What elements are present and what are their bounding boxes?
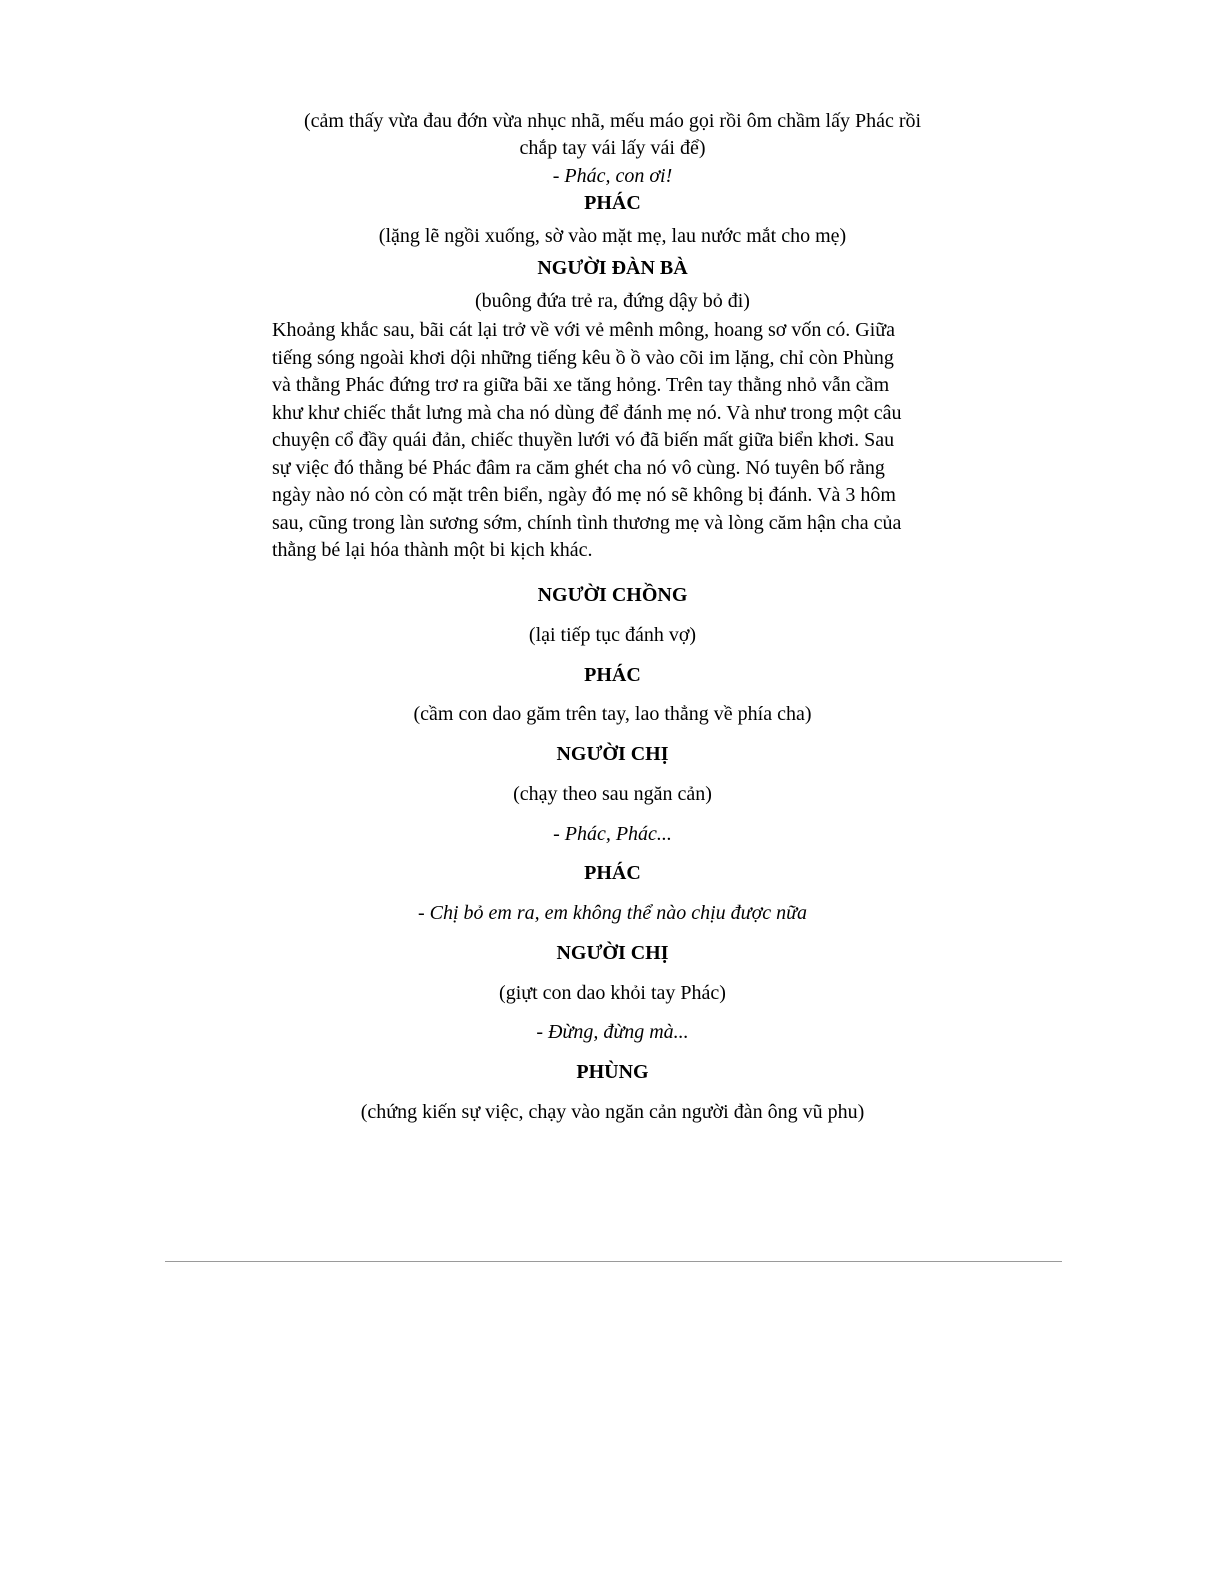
dialogue-line: - Đừng, đừng mà... (536, 1021, 689, 1043)
dialogue-line: - Phác, Phác... (553, 823, 672, 845)
narration-line: khư khư chiếc thắt lưng mà cha nó dùng để đánh mẹ nó. Và như trong một câu (272, 401, 902, 424)
stage-direction: (buông đứa trẻ ra, đứng dậy bỏ đi) (475, 290, 750, 312)
narration-line: sự việc đó thằng bé Phác đâm ra căm ghét cha nó vô cùng. Nó tuyên bố rằng (272, 456, 885, 479)
character-name: PHÁC (584, 862, 641, 884)
stage-direction: (chứng kiến sự việc, chạy vào ngăn cản người đàn ông vũ phu) (360, 1101, 865, 1123)
stage-direction: (cầm con dao găm trên tay, lao thẳng về phía cha) (413, 703, 812, 725)
narration-line: sau, cũng trong làn sương sớm, chính tình thương mẹ và lòng căm hận cha của (272, 511, 902, 534)
stage-direction: (cảm thấy vừa đau đớn vừa nhục nhã, mếu máo gọi rồi ôm chầm lấy Phác rồi (303, 110, 922, 132)
character-name: PHÁC (584, 664, 641, 686)
stage-direction: (lại tiếp tục đánh vợ) (528, 624, 697, 646)
stage-direction: (chạy theo sau ngăn cản) (513, 783, 712, 805)
narration-line: Khoảng khắc sau, bãi cát lại trở về với vẻ mênh mông, hoang sơ vốn có. Giữa (272, 319, 895, 341)
character-name: PHÙNG (576, 1061, 649, 1083)
character-name: NGƯỜI CHỊ (556, 743, 669, 765)
dialogue-line: - Phác, con ơi! (552, 165, 673, 187)
narration-line: và thằng Phác đứng trơ ra giữa bãi xe tăng hỏng. Trên tay thằng nhỏ vẫn cầm (272, 374, 890, 396)
narration-line: chuyện cổ đầy quái đản, chiếc thuyền lưới vó đã biến mất giữa biển khơi. Sau (272, 429, 895, 451)
character-name: NGƯỜI CHỊ (556, 942, 669, 964)
character-name: PHÁC (584, 192, 641, 214)
stage-direction: (lặng lẽ ngồi xuống, sờ vào mặt mẹ, lau nước mắt cho mẹ) (378, 225, 847, 247)
page-divider (165, 1261, 1062, 1262)
narration-line: thằng bé lại hóa thành một bi kịch khác. (272, 539, 593, 561)
narration-line: ngày nào nó còn có mặt trên biển, ngày đó mẹ nó sẽ không bị đánh. Và 3 hôm (272, 484, 896, 506)
character-name: NGƯỜI ĐÀN BÀ (537, 257, 688, 279)
narration-line: tiếng sóng ngoài khơi dội những tiếng kêu ồ ồ vào cõi im lặng, chỉ còn Phùng (272, 346, 894, 369)
stage-direction: (giựt con dao khỏi tay Phác) (499, 982, 726, 1004)
narration-paragraph (272, 317, 942, 565)
character-name: NGƯỜI CHỒNG (537, 584, 688, 606)
dialogue-line: - Chị bỏ em ra, em không thể nào chịu được nữa (417, 902, 808, 924)
stage-direction: chắp tay vái lấy vái để) (519, 137, 706, 159)
